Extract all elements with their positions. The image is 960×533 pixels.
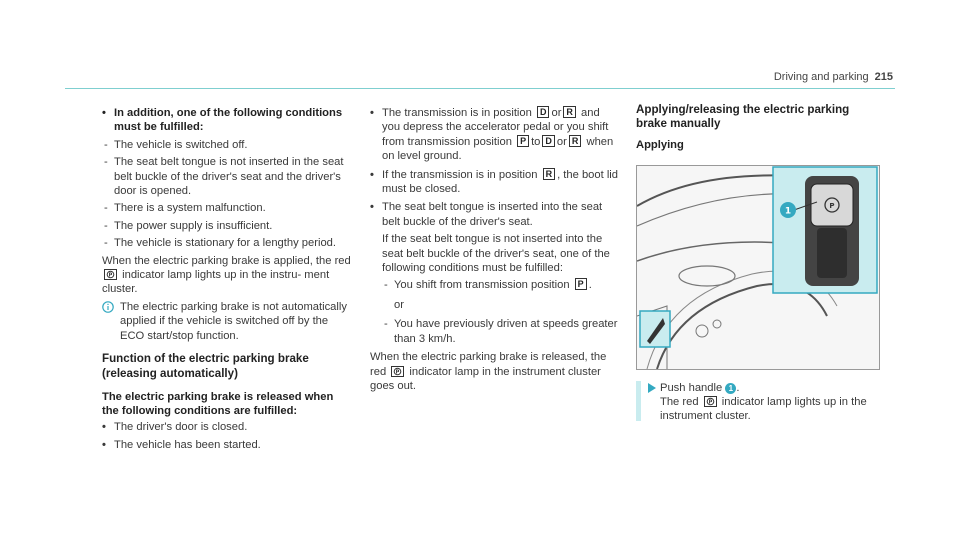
step-action xyxy=(660,381,739,395)
section-heading: Applying/releasing the electric parking brake manually xyxy=(636,103,850,131)
column-1 xyxy=(102,98,352,453)
svg-text:P: P xyxy=(829,202,835,210)
header-rule xyxy=(65,88,895,89)
applied-paragraph xyxy=(102,254,352,297)
sub-condition: - You shift from transmission position P . xyxy=(382,278,620,292)
text: to xyxy=(531,135,541,148)
text: When the electric parking brake is released, the red xyxy=(370,351,607,378)
subsection-heading: Applying xyxy=(636,138,684,151)
parking-brake-icon xyxy=(104,269,117,280)
text: or xyxy=(556,135,567,148)
svg-text:P: P xyxy=(108,272,113,279)
conditions-heading: • In addition, one of the following conditions must be fulfilled: xyxy=(102,106,352,135)
dashboard-illustration xyxy=(637,166,879,369)
text: The transmission is in position xyxy=(382,107,532,119)
release-condition: • The driver's door is closed. xyxy=(102,420,352,434)
condition-item: - The power supply is insufficient. xyxy=(102,219,352,233)
column-2 xyxy=(370,98,620,393)
parking-brake-photo xyxy=(636,165,880,370)
or-text: or xyxy=(394,298,404,311)
section-title: Driving and parking xyxy=(773,71,869,83)
condition-item: - The vehicle is switched off. xyxy=(102,138,352,152)
gear-r-key: R xyxy=(569,135,582,147)
callout-number: 1 xyxy=(784,206,792,217)
release-condition: • The vehicle has been started. xyxy=(102,438,352,452)
continuation-text: If the seat belt tongue is not inserted into the seat belt buckle of the driver's seat, one of the following conditions must be fulfilled: xyxy=(382,233,610,275)
text: Push handle xyxy=(660,382,723,394)
condition-item: - The vehicle is stationary for a lengthy period. xyxy=(102,236,352,250)
step-result xyxy=(660,395,878,424)
parking-brake-icon xyxy=(391,366,404,377)
text: . xyxy=(736,382,740,394)
text: indicator lamp in the instrument cluster goes out. xyxy=(370,365,601,392)
gear-p-key: P xyxy=(517,135,529,147)
info-icon xyxy=(102,301,114,313)
applied-text: When the electric parking brake is applied, the red xyxy=(102,254,351,267)
parking-brake-icon xyxy=(704,396,717,407)
info-note xyxy=(102,300,352,343)
gear-r-key: R xyxy=(543,168,556,180)
text: , the boot lid must be closed. xyxy=(382,168,619,196)
subsection-heading: The electric parking brake is released when the following conditions are fulfilled: xyxy=(102,390,334,418)
condition-item: - The seat belt tongue is not inserted in the seat belt buckle of the driver's seat and the driver's door is opened. xyxy=(102,155,352,198)
text: If the transmission is in position xyxy=(382,168,538,181)
gear-d-key: D xyxy=(537,106,550,118)
condition-item: - There is a system malfunction. xyxy=(102,201,352,215)
note-text: The electric parking brake is not automatically applied if the vehicle is switched off by the ECO start/stop function. xyxy=(120,300,347,342)
instruction-step xyxy=(636,381,878,421)
text: The red xyxy=(660,396,699,408)
text: You shift from transmission position xyxy=(394,279,570,292)
text: and you depress the accelerator pedal or you shift from transmission position xyxy=(382,107,609,148)
gear-p-key: P xyxy=(575,278,587,290)
running-head xyxy=(774,70,893,84)
release-condition xyxy=(370,168,620,197)
svg-text:P: P xyxy=(708,399,713,406)
release-condition xyxy=(370,106,620,164)
svg-text:P: P xyxy=(395,369,400,376)
page-number: 215 xyxy=(874,71,893,83)
applied-text: indicator lamp lights up in the instru- ment cluster. xyxy=(102,269,330,296)
sub-condition: - You have previously driven at speeds greater than 3 km/h. xyxy=(382,317,620,346)
section-heading: Function of the electric parking brake (releasing automatically) xyxy=(102,352,309,380)
highlight-bar xyxy=(636,381,641,421)
gear-d-key: D xyxy=(542,135,555,147)
callout-number: 1 xyxy=(725,383,736,394)
column-3 xyxy=(636,98,881,152)
step-arrow-icon xyxy=(647,383,657,393)
text: indicator lamp lights up in the instrument cluster. xyxy=(660,396,867,423)
released-paragraph xyxy=(370,350,620,393)
text: or xyxy=(551,107,562,119)
gear-r-key: R xyxy=(563,106,576,118)
text: when on level ground. xyxy=(382,135,614,163)
release-condition: • The seat belt tongue is inserted into the seat belt buckle of the driver's seat. xyxy=(370,200,620,229)
